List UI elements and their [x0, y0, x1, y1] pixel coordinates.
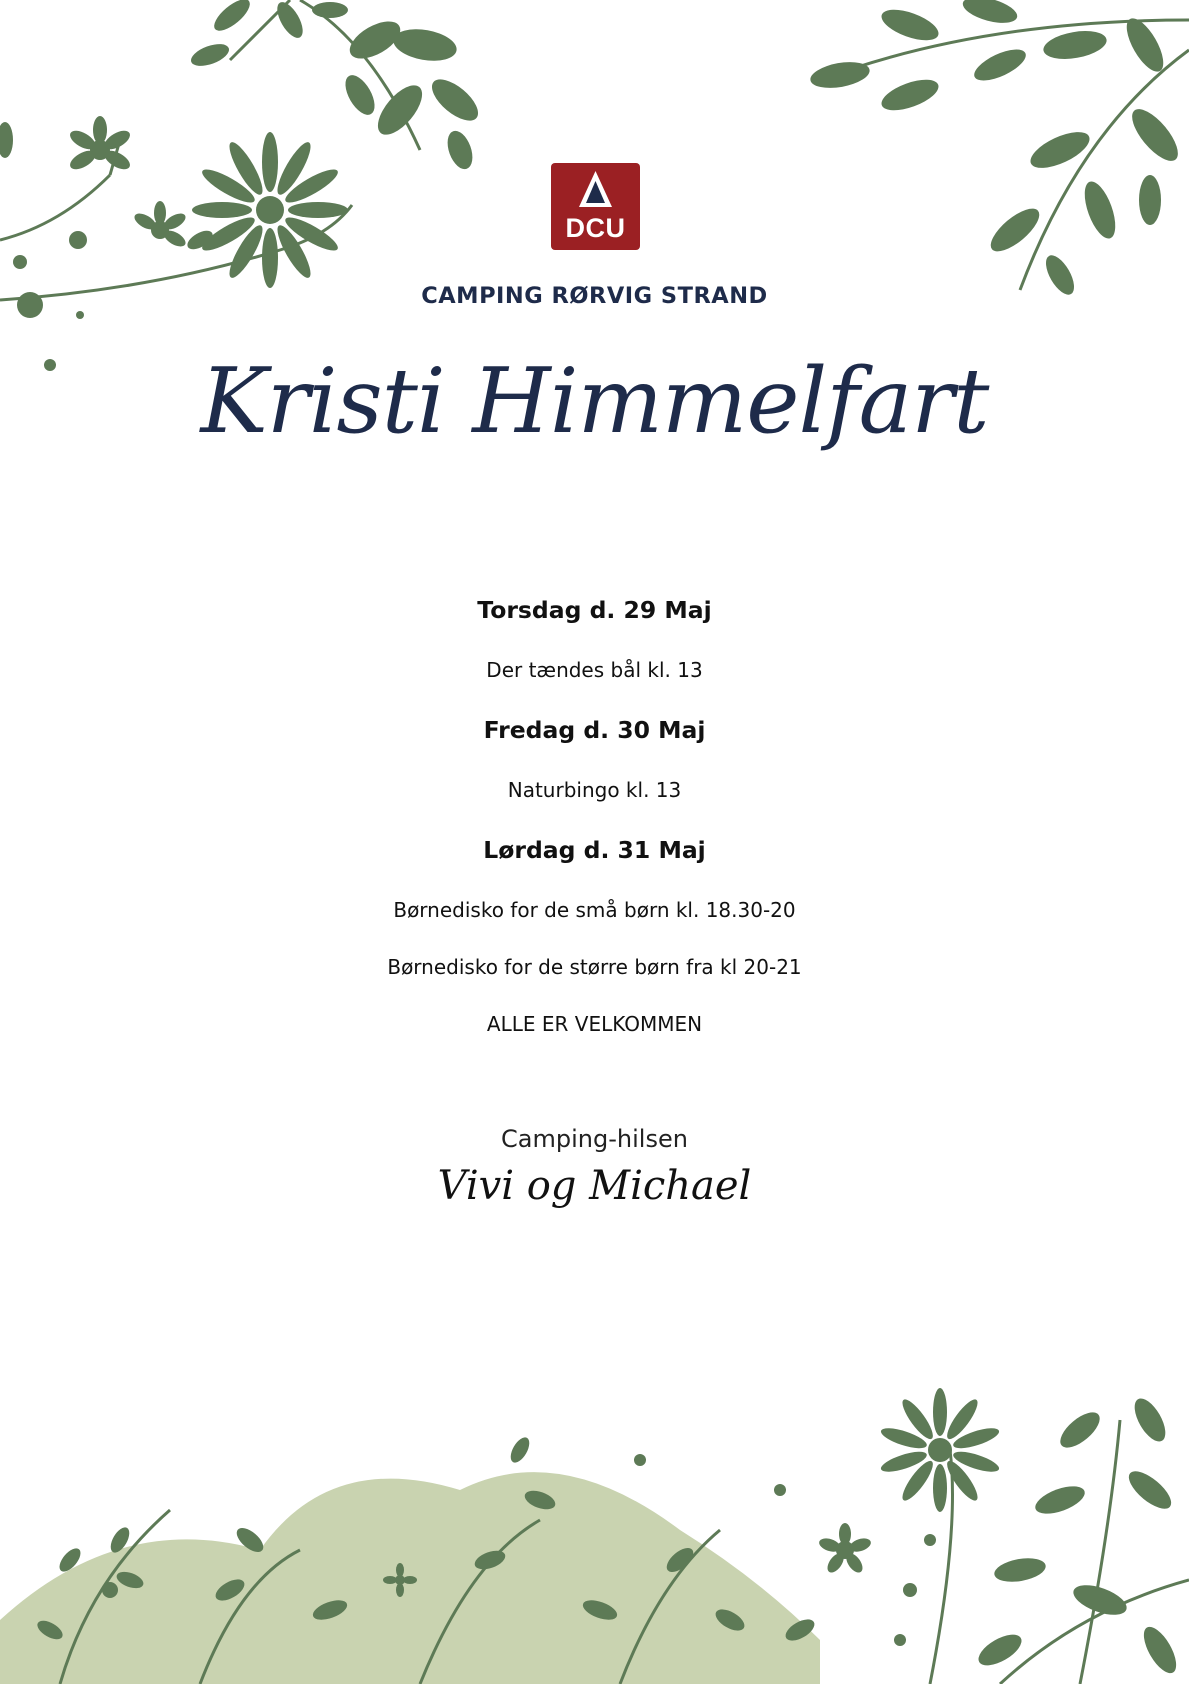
signature: Vivi og Michael [437, 1163, 752, 1209]
top-right-branch-decoration [800, 0, 1189, 320]
top-left-floral-decoration [0, 0, 480, 380]
schedule-event: Naturbingo kl. 13 [507, 778, 682, 802]
page-title: Kristi Himmelfart [200, 349, 989, 454]
greeting: Camping-hilsen [501, 1125, 688, 1153]
logo-text: DCU [565, 213, 626, 243]
schedule-event: Børnedisko for de små børn kl. 18.30-20 [393, 898, 796, 922]
bottom-floral-decoration [0, 1380, 1189, 1684]
schedule-event: Der tændes bål kl. 13 [486, 658, 703, 682]
schedule-day: Torsdag d. 29 Maj [477, 596, 712, 624]
schedule-event: Børnedisko for de større børn fra kl 20-21 [387, 955, 802, 979]
schedule-day: Fredag d. 30 Maj [483, 716, 706, 744]
welcome-text: ALLE ER VELKOMMEN [486, 1012, 703, 1036]
campsite-name: CAMPING RØRVIG STRAND [421, 283, 768, 309]
tent-icon [579, 171, 612, 207]
schedule-day: Lørdag d. 31 Maj [483, 836, 706, 864]
dcu-logo [551, 163, 640, 250]
